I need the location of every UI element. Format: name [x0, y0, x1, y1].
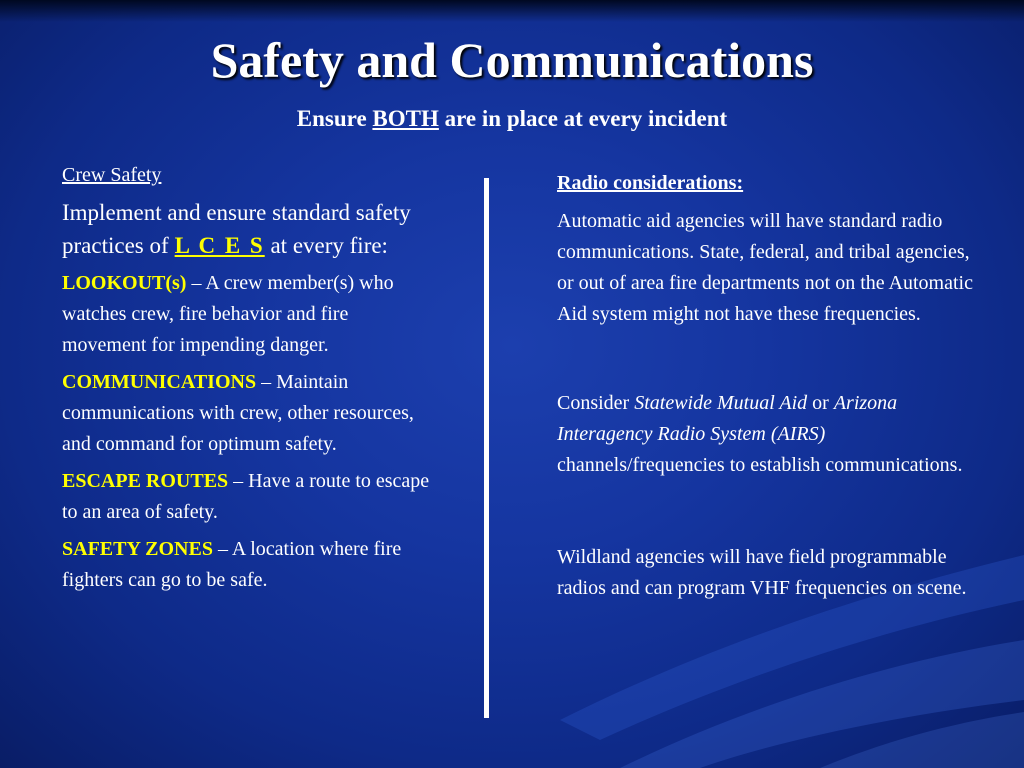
subtitle-before: Ensure — [296, 106, 373, 131]
communications-text: – Maintain communications with crew, other resources, and command for optimum safety. — [62, 371, 414, 455]
automatic-aid-paragraph: Automatic aid agencies will have standard radio communications. State, federal, and tribal agencies, or out of area fire departments not on the Automatic Aid system might not have these frequencies. — [557, 210, 973, 325]
slide-subtitle — [0, 104, 1024, 134]
escape-routes-term: ESCAPE ROUTES — [62, 470, 229, 492]
lookout-term: LOOKOUT(s) — [62, 272, 187, 294]
consider-channels-paragraph — [557, 388, 987, 481]
consider-after: channels/frequencies to establish communications. — [557, 454, 963, 476]
escape-routes-item — [62, 466, 434, 528]
safety-zones-item — [62, 534, 434, 596]
crew-safety-column — [62, 160, 434, 596]
crew-safety-heading: Crew Safety — [62, 164, 162, 186]
escape-routes-text: – Have a route to escape to an area of safety. — [62, 470, 430, 523]
consider-before: Consider — [557, 392, 635, 414]
top-shadow-band — [0, 0, 1024, 22]
subtitle-emphasis: BOTH — [372, 106, 439, 131]
column-divider — [484, 178, 489, 718]
communications-term: COMMUNICATIONS — [62, 371, 257, 393]
airs-name: Arizona Interagency Radio System (AIRS) — [557, 392, 898, 445]
subtitle-after: are in place at every incident — [438, 106, 728, 131]
lces-highlight: L C E S — [174, 233, 265, 258]
lces-intro-after: at every fire: — [264, 233, 388, 258]
safety-zones-term: SAFETY ZONES — [62, 538, 213, 560]
slide-title: Safety and Communications — [210, 32, 814, 88]
consider-or: or — [807, 392, 834, 414]
radio-considerations-heading: Radio considerations: — [557, 172, 744, 194]
lces-intro-before: Implement and ensure standard safety practices of — [62, 200, 411, 258]
lookout-item — [62, 268, 434, 361]
radio-considerations-column — [557, 168, 987, 604]
wildland-agencies-paragraph: Wildland agencies will have field programmable radios and can program VHF frequencies on scene. — [557, 546, 967, 599]
communications-item — [62, 367, 434, 460]
lces-intro — [62, 196, 434, 262]
lookout-text: – A crew member(s) who watches crew, fire behavior and fire movement for impending danger. — [62, 272, 394, 356]
statewide-mutual-aid: Statewide Mutual Aid — [634, 392, 808, 414]
safety-zones-text: – A location where fire fighters can go to be safe. — [62, 538, 402, 591]
